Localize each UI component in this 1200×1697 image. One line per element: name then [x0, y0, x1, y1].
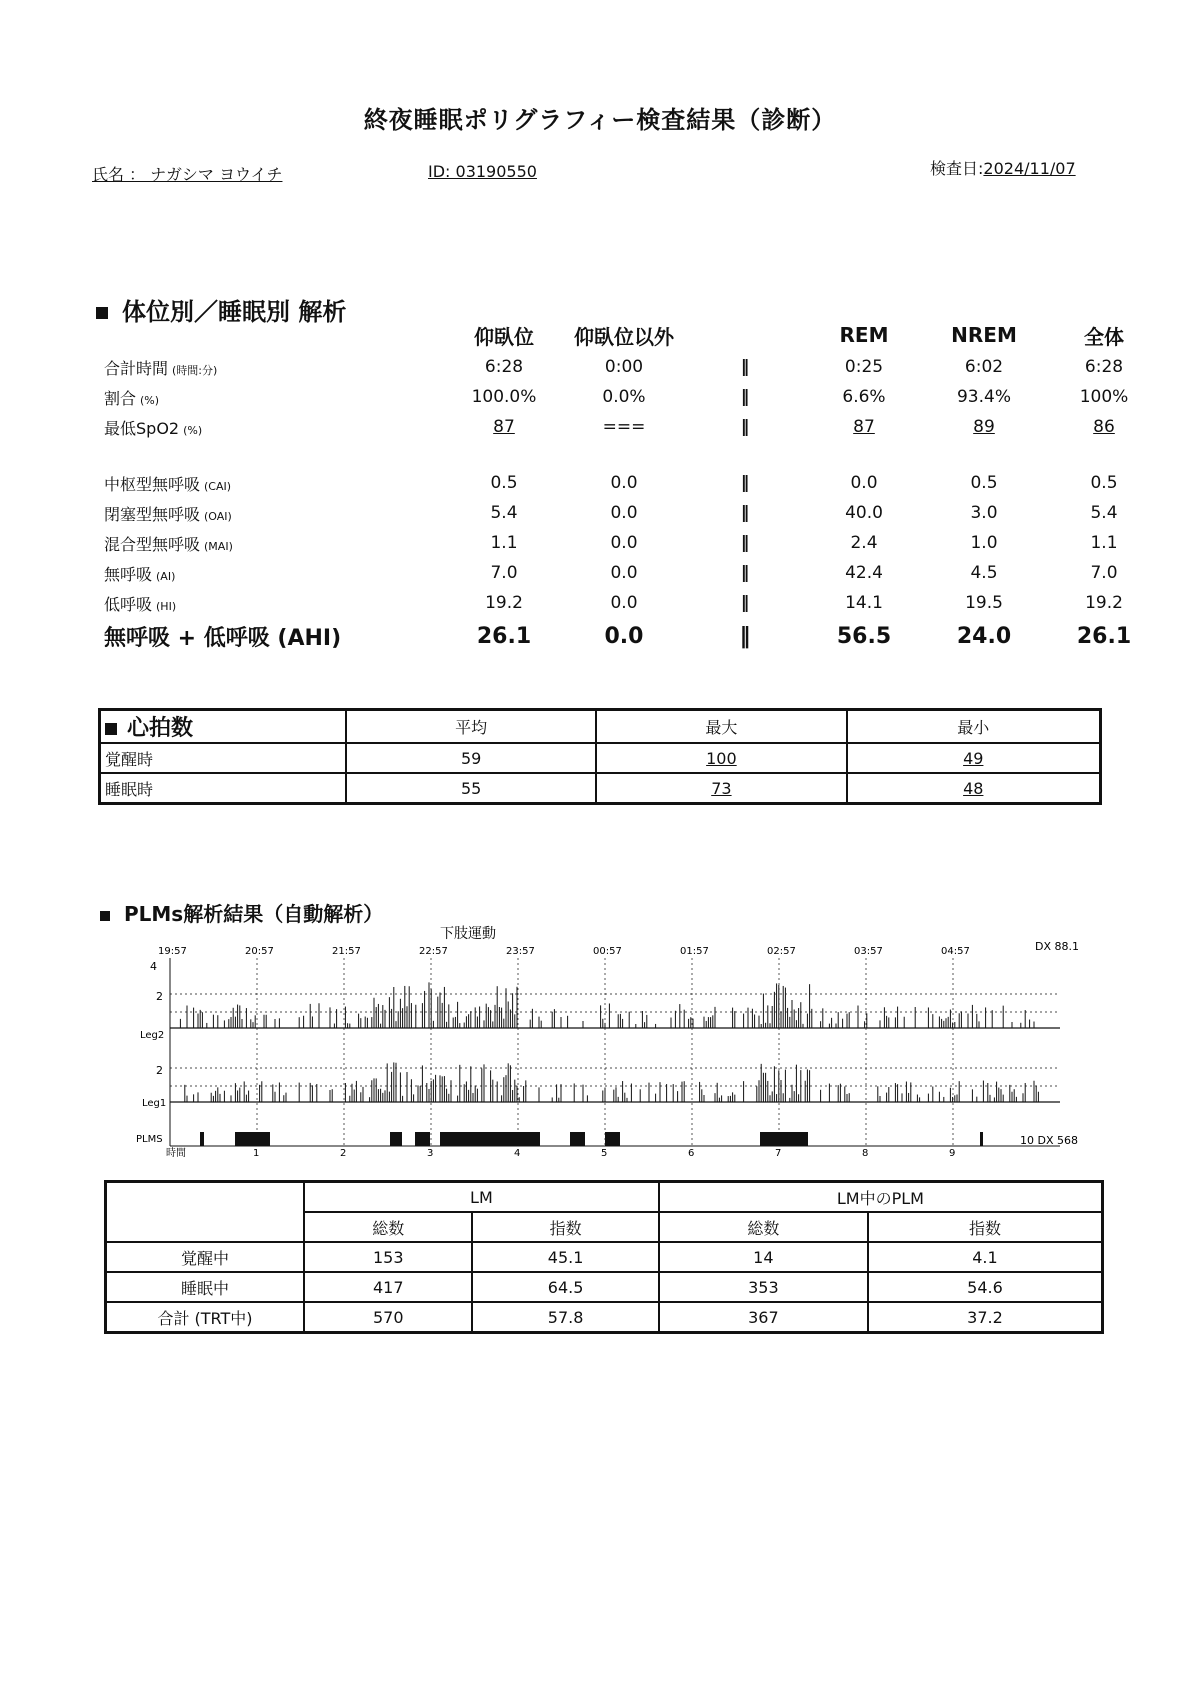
cell: 19.2: [485, 593, 523, 613]
cell: 0.0%: [602, 387, 646, 407]
row-unit: (%): [140, 393, 160, 407]
separator: ‖: [740, 387, 748, 407]
row-unit: (時間:分): [172, 363, 218, 377]
row-label: 無呼吸: [104, 564, 153, 584]
cell: 417: [304, 1272, 472, 1302]
plms-block: [760, 1132, 808, 1146]
cell: 0.5: [490, 473, 518, 493]
separator: ‖: [740, 563, 748, 583]
cell: 0.0: [604, 623, 644, 649]
cell: 26.1: [1076, 623, 1132, 649]
cell: 59: [346, 743, 596, 773]
time-label: 01:57: [680, 946, 709, 957]
square-bullet-icon: [105, 723, 117, 735]
y-label: Leg1: [142, 1098, 167, 1109]
row-unit: (%): [183, 423, 203, 437]
cell: 93.4%: [956, 387, 1011, 407]
cell: 0.5: [1090, 473, 1118, 493]
plm-title-text: PLMs解析結果（自動解析）: [124, 902, 384, 926]
cell: 87: [493, 417, 515, 437]
hour-label: 1: [253, 1148, 260, 1159]
cell: 86: [1093, 417, 1115, 437]
y-label: 2: [156, 1064, 163, 1077]
cell: 19.5: [965, 593, 1003, 613]
cell: 0.0: [610, 533, 638, 553]
cell: 0:00: [604, 357, 644, 377]
square-bullet-icon: [100, 911, 110, 921]
row-label: 低呼吸: [104, 594, 153, 614]
cell: 6:28: [484, 357, 524, 377]
cell: 7.0: [1090, 563, 1118, 583]
separator: ‖: [739, 623, 749, 649]
time-label: 23:57: [506, 946, 535, 957]
cell: 100.0%: [471, 387, 537, 407]
row-unit: (OAI): [204, 509, 232, 523]
table-row: [104, 412, 1164, 442]
cell: 48: [847, 773, 1101, 804]
row-label: 合計時間: [104, 358, 169, 378]
table-header-row: [104, 318, 1164, 352]
cell: 57.8: [472, 1302, 658, 1333]
table-row: [100, 773, 1101, 804]
plms-block: [390, 1132, 402, 1146]
plms-block: [235, 1132, 270, 1146]
cell: 6:02: [964, 357, 1004, 377]
table-header-row: [100, 710, 1101, 744]
table-row: [106, 1302, 1103, 1333]
row-unit: (MAI): [204, 539, 233, 553]
cell: 1.1: [1090, 533, 1118, 553]
table-row: [104, 558, 1164, 588]
row-label: 中枢型無呼吸: [104, 474, 201, 494]
hour-labels: [166, 1146, 955, 1159]
hour-label: 8: [862, 1148, 869, 1159]
time-label: 02:57: [767, 946, 796, 957]
y-label: 4: [150, 960, 157, 973]
cell: 367: [659, 1302, 868, 1333]
time-label: 03:57: [854, 946, 883, 957]
cell: 0.5: [970, 473, 998, 493]
cell: 42.4: [845, 563, 883, 583]
time-label: 20:57: [245, 946, 274, 957]
table-row: [104, 498, 1164, 528]
chart-title: 下肢運動: [440, 926, 496, 942]
col-header: NREM: [951, 323, 1017, 347]
row-label: 合計 (TRT中): [106, 1302, 305, 1333]
table-row: [104, 588, 1164, 618]
col-header: 平均: [346, 710, 596, 744]
cell: 14: [659, 1242, 868, 1272]
hour-label: 5: [601, 1148, 608, 1159]
cell: 89: [973, 417, 995, 437]
table-row: [100, 743, 1101, 773]
cell: 3.0: [970, 503, 998, 523]
separator: ‖: [740, 417, 748, 437]
time-label: 04:57: [941, 946, 970, 957]
col-header: 指数: [472, 1212, 658, 1242]
cell: 2.4: [850, 533, 878, 553]
cell: 54.6: [868, 1272, 1103, 1302]
row-label: 睡眠時: [100, 773, 347, 804]
patient-id: ID: 03190550: [428, 162, 537, 181]
row-unit: (CAI): [204, 479, 232, 493]
hour-label: 4: [514, 1148, 521, 1159]
plms-block: [570, 1132, 585, 1146]
position-sleep-table: [104, 318, 1164, 654]
table-header-row: [106, 1182, 1103, 1213]
cell: 0.0: [850, 473, 878, 493]
ahi-row: [104, 618, 1164, 654]
exam-date-label: 検査日:: [930, 159, 984, 178]
cell: 6:28: [1084, 357, 1124, 377]
row-unit: (HI): [156, 599, 177, 613]
col-header: 総数: [659, 1212, 868, 1242]
row-label: 混合型無呼吸: [104, 534, 201, 554]
cell: 4.5: [970, 563, 998, 583]
cell: 56.5: [836, 623, 892, 649]
hour-label: 9: [949, 1148, 956, 1159]
row-label: 最低SpO2: [104, 418, 180, 438]
cell: 14.1: [845, 593, 883, 613]
leg2-trace: [180, 982, 1034, 1028]
col-header: REM: [839, 323, 889, 347]
cell: 0.0: [610, 563, 638, 583]
cell: 0.0: [610, 503, 638, 523]
plm-table: [104, 1180, 1104, 1334]
y-label: 2: [156, 990, 163, 1003]
cell: 100%: [1079, 387, 1129, 407]
plms-block: [200, 1132, 204, 1146]
separator: ‖: [740, 593, 748, 613]
hour-gridlines: [257, 958, 953, 1146]
row-label: 睡眠中: [106, 1272, 305, 1302]
cell: 353: [659, 1272, 868, 1302]
cell: 40.0: [845, 503, 883, 523]
col-header: 仰臥位以外: [574, 324, 674, 349]
row-label: 無呼吸 + 低呼吸 (AHI): [104, 625, 342, 651]
cell: 49: [847, 743, 1101, 773]
col-header: 全体: [1084, 324, 1124, 349]
cell: 19.2: [1085, 593, 1123, 613]
row-label: 割合: [104, 388, 137, 408]
cell: ===: [602, 417, 646, 437]
hour-label: 時間: [166, 1148, 186, 1159]
cell: 153: [304, 1242, 472, 1272]
time-labels: [158, 946, 970, 957]
document-title: 終夜睡眠ポリグラフィー検査結果（診断）: [363, 106, 837, 134]
cell: 6.6%: [842, 387, 886, 407]
col-header: 総数: [304, 1212, 472, 1242]
group-header: LM中のPLM: [659, 1182, 1103, 1213]
y-label: PLMS: [136, 1134, 163, 1145]
table-row: [106, 1272, 1103, 1302]
row-label: 閉塞型無呼吸: [104, 504, 201, 524]
time-label: 21:57: [332, 946, 361, 957]
cell: 45.1: [472, 1242, 658, 1272]
leg-movement-chart: [136, 918, 1090, 1159]
col-header: 仰臥位: [474, 324, 534, 349]
cell: 100: [596, 743, 846, 773]
cell: 0.0: [610, 473, 638, 493]
hour-label: 2: [340, 1148, 347, 1159]
cell: 87: [853, 417, 875, 437]
table-row: [106, 1242, 1103, 1272]
plms-block: [605, 1132, 620, 1146]
cell: 37.2: [868, 1302, 1103, 1333]
cell: 4.1: [868, 1242, 1103, 1272]
cell: 26.1: [476, 623, 532, 649]
hour-label: 3: [427, 1148, 434, 1159]
hour-label: 7: [775, 1148, 782, 1159]
cell: 570: [304, 1302, 472, 1333]
cell: 5.4: [1090, 503, 1118, 523]
time-label: 19:57: [158, 946, 187, 957]
exam-date-value: 2024/11/07: [983, 159, 1076, 178]
chart-frame: [170, 958, 1060, 1146]
separator: ‖: [740, 357, 748, 377]
plms-trace: [200, 1132, 983, 1146]
table-row: [104, 468, 1164, 498]
heart-rate-table: [98, 708, 1102, 805]
patient-name: 氏名 ： ナガシマ ヨウイチ: [92, 165, 283, 184]
chart-right-top-label: DX 88.1: [1035, 940, 1079, 953]
table-row: [104, 382, 1164, 412]
y-label: Leg2: [140, 1030, 165, 1041]
cell: 0:25: [844, 357, 884, 377]
chart-right-bottom-label: 10 DX 568: [1020, 1134, 1078, 1147]
cell: 64.5: [472, 1272, 658, 1302]
separator: ‖: [740, 473, 748, 493]
cell: 7.0: [490, 563, 518, 583]
cell: 24.0: [956, 623, 1012, 649]
cell: 5.4: [490, 503, 518, 523]
heart-title-text: 心拍数: [127, 716, 194, 741]
col-header: 最小: [847, 710, 1101, 744]
time-label: 22:57: [419, 946, 448, 957]
cell: 55: [346, 773, 596, 804]
cell: 0.0: [610, 593, 638, 613]
exam-date: [930, 156, 1076, 179]
plms-block: [440, 1132, 540, 1146]
cell: 73: [596, 773, 846, 804]
table-row: [104, 528, 1164, 558]
separator: ‖: [740, 503, 748, 523]
row-label: 覚醒中: [106, 1242, 305, 1272]
cell: 1.0: [970, 533, 998, 553]
col-header: 指数: [868, 1212, 1103, 1242]
plms-block: [415, 1132, 430, 1146]
time-label: 00:57: [593, 946, 622, 957]
cell: 1.1: [490, 533, 518, 553]
plms-block: [980, 1132, 983, 1146]
hour-label: 6: [688, 1148, 695, 1159]
separator: ‖: [740, 533, 748, 553]
section-title-text: 体位別／睡眠別 解析: [122, 298, 347, 326]
table-row: [104, 352, 1164, 382]
row-label: 覚醒時: [100, 743, 347, 773]
heart-rate-title: [100, 710, 347, 744]
row-unit: (AI): [156, 569, 176, 583]
col-header: 最大: [596, 710, 846, 744]
group-header: LM: [304, 1182, 659, 1213]
